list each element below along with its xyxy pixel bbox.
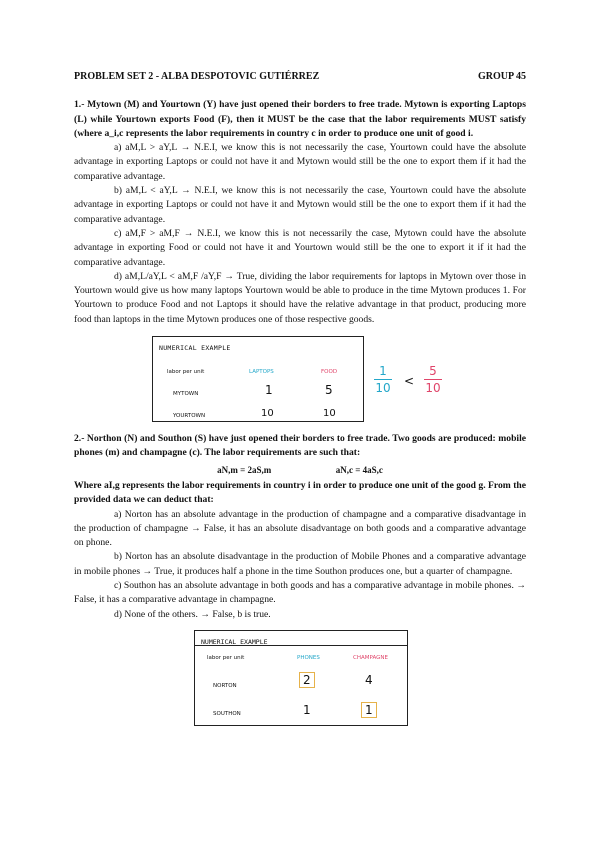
fraction-operator: < xyxy=(404,374,415,389)
q1-option-b: b) aM,L < aY,L → N.E.I, we know this is not necessarily the case, Yourtown could have the absolute advantage in exporting Laptops or could not have it and Mytown would still be the one to export them if it had the comparative advantage. xyxy=(74,185,526,225)
document-title: PROBLEM SET 2 - ALBA DESPOTOVIC GUTIÉRREZ xyxy=(74,71,320,82)
q1-option-c: c) aM,F > aM,F → N.E.I, we know this is not necessarily the case, Mytown could have the absolute advantage in exporting Food or could not have it and Yourtown would still be the one to export it if it had the comparative advantage. xyxy=(74,227,526,268)
q2-option-d: d) None of the others. → False, b is true. xyxy=(114,608,271,620)
table-title: NUMERICAL EXAMPLE xyxy=(201,637,268,646)
col-phones: PHONES xyxy=(297,654,320,661)
fraction-left-denominator: 10 xyxy=(375,381,391,396)
q2-option-c: c) Southon has an absolute advantage in both goods and has a comparative advantage in mobile phones. → False, it has a comparative advantage in champagne. xyxy=(74,580,526,606)
fraction-right xyxy=(424,364,442,396)
table-corner-label: labor per unit xyxy=(207,654,245,661)
cell-norton-phones: 2 xyxy=(299,672,315,688)
cell-yourtown-food: 10 xyxy=(323,408,336,420)
cell-norton-champagne: 4 xyxy=(365,672,373,687)
q2-question: 2.- Northon (N) and Southon (S) have just opened their borders to free trade. Two goods are produced: mobile phones (m) and champagne (c). The labor requirements are such that: xyxy=(74,433,526,459)
col-champagne: CHAMPAGNE xyxy=(353,654,388,661)
group-label: GROUP 45 xyxy=(477,71,526,82)
q2-numerical-example-table xyxy=(194,630,408,726)
fraction-right-denominator: 10 xyxy=(425,381,441,396)
cell-yourtown-laptops: 10 xyxy=(261,408,274,420)
fraction-left xyxy=(374,364,392,396)
q1-question: 1.- Mytown (M) and Yourtown (Y) have just opened their borders to free trade. Mytown is exporting Laptops (L) while Yourtown exports Food (F), then it MUST be the case that the labor requirements MUST satisfy (where a_i,c represents the labor requirements in country c in order to produce one unit of good i. xyxy=(74,99,526,139)
document-page xyxy=(74,70,526,726)
table-title: NUMERICAL EXAMPLE xyxy=(159,344,231,353)
q2-formulas xyxy=(74,463,526,477)
cell-southon-champagne: 1 xyxy=(361,702,377,718)
q1-option-a: a) aM,L > aY,L → N.E.I, we know this is not necessarily the case, Yourtown could have the absolute advantage in exporting Laptops or could not have it and Mytown would still be the one to export them if it had the comparative advantage. xyxy=(74,142,526,182)
q2-option-b: b) Norton has an absolute disadvantage in the production of Mobile Phones and a comparative advantage in mobile phones → True, it produces half a phone in the time Southon produces one, but a quarter of champagne. xyxy=(74,551,526,577)
q1-numerical-example-table xyxy=(152,336,364,422)
q2-option-a: a) Norton has an absolute advantage in the production of champagne and a comparative disadvantage in the production of champagne → False, it has an absolute disadvantage on both goods and a comparative advantage on phone. xyxy=(74,508,526,549)
row-southon: SOUTHON xyxy=(213,710,241,717)
q2-where: Where aI,g represents the labor requirements in country i in order to produce one unit of the good g. From the provided data we can deduct that: xyxy=(74,479,526,506)
col-laptops: LAPTOPS xyxy=(249,369,274,376)
row-mytown: MYTOWN xyxy=(173,391,199,398)
cell-mytown-laptops: 1 xyxy=(265,383,273,398)
cell-mytown-food: 5 xyxy=(325,383,333,398)
row-yourtown: YOURTOWN xyxy=(173,413,206,420)
header xyxy=(74,70,526,84)
q1-option-d: d) aM,L/aY,L < aM,F /aY,F → True, dividing the labor requirements for laptops in Mytown over those in Yourtown would give us how many laptops Yourtown would be able to produce in the time Mytown produces 1. For Yourtown to produce Food and not Laptops it should have the relative advantage in that product, producing more food than laptops in the time Mytown produces one of those respective goods. xyxy=(74,270,526,325)
formula-phones: aN,m = 2aS,m xyxy=(217,464,272,475)
fraction-left-numerator: 1 xyxy=(379,364,387,379)
table-corner-label: labor per unit xyxy=(167,369,205,376)
col-food: FOOD xyxy=(321,369,338,376)
formula-champagne: aN,c = 4aS,c xyxy=(335,464,383,475)
row-norton: NORTON xyxy=(213,682,237,689)
fraction-right-numerator: 5 xyxy=(429,364,437,379)
cell-southon-phones: 1 xyxy=(303,702,311,717)
